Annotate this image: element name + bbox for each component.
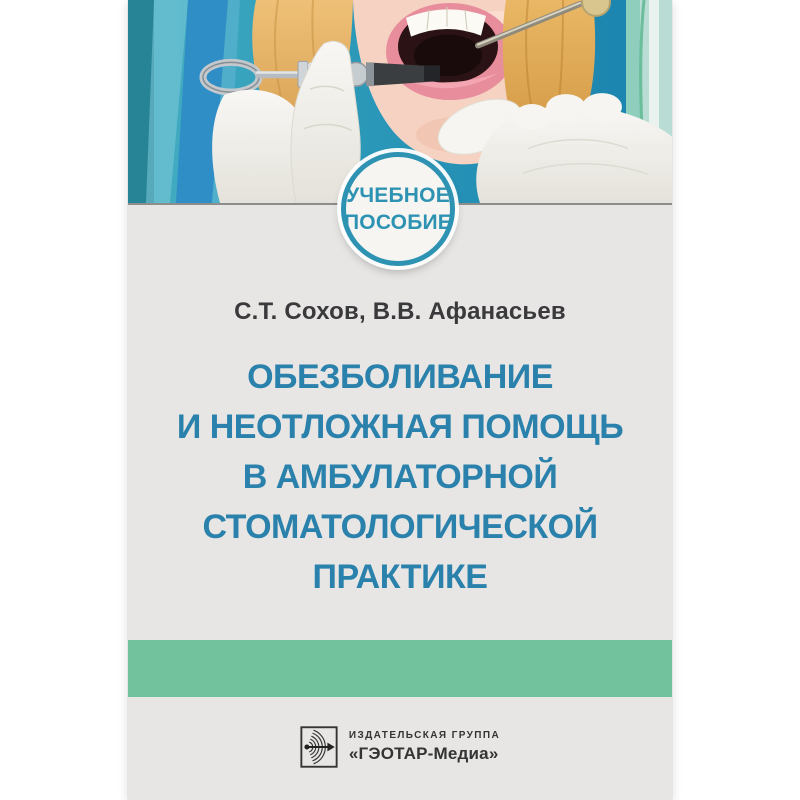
title-line-1: ОБЕЗБОЛИВАНИЕ — [247, 358, 553, 396]
publisher-group-label: ИЗДАТЕЛЬСКАЯ ГРУППА — [348, 730, 501, 741]
title-line-3: В АМБУЛАТОРНОЙ — [242, 458, 558, 496]
book-title — [128, 352, 672, 602]
green-divider-bar — [128, 640, 672, 697]
geotar-logo-arrow-through-waves-icon — [300, 726, 338, 768]
badge-line-1: УЧЕБНОЕ — [346, 184, 450, 207]
open-mouth — [386, 3, 514, 100]
publisher-block — [128, 726, 672, 768]
title-line-2: И НЕОТЛОЖНАЯ ПОМОЩЬ — [176, 408, 624, 446]
book-cover — [128, 0, 672, 800]
publisher-text — [349, 730, 500, 764]
edition-type-badge — [341, 152, 455, 266]
badge-line-2: ПОСОБИЕ — [344, 211, 452, 234]
publisher-name: «ГЭОТАР-Медиа» — [348, 744, 499, 763]
title-line-4: СТОМАТОЛОГИЧЕСКОЙ — [202, 508, 598, 546]
authors: С.Т. Сохов, В.В. Афанасьев — [234, 298, 566, 325]
title-line-5: ПРАКТИКЕ — [312, 558, 488, 596]
